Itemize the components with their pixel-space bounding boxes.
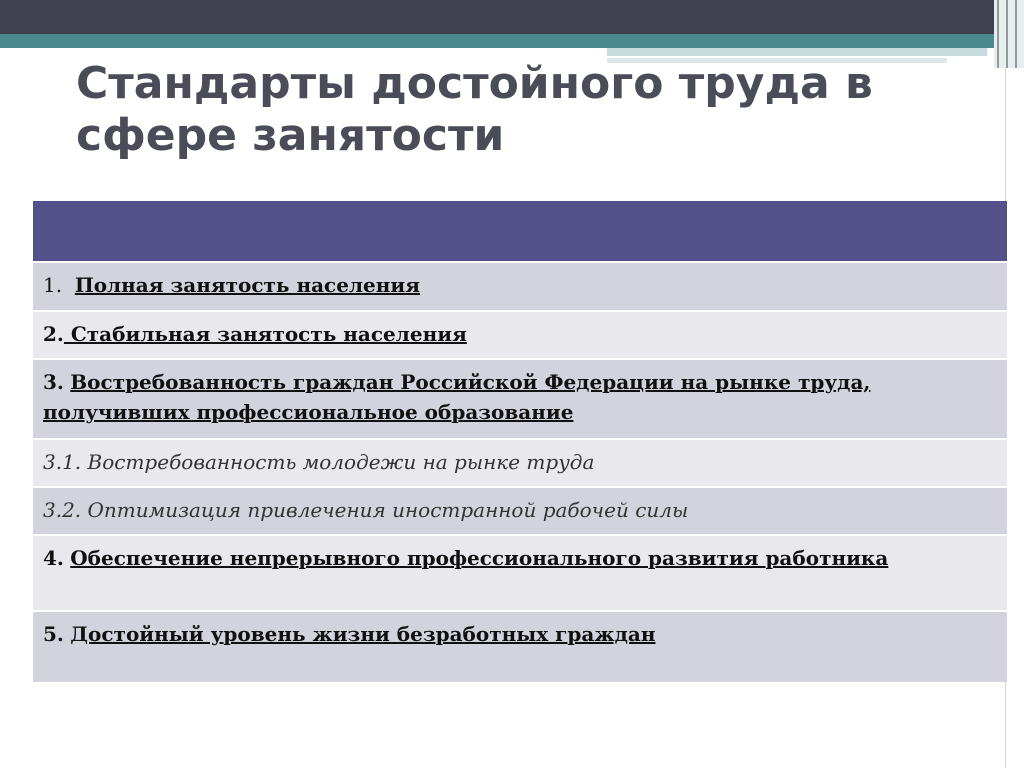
row-text: Оптимизация привлечения иностранной рабочей силы <box>87 498 689 522</box>
row-number: 1. <box>43 273 63 297</box>
standards-table <box>33 201 1007 682</box>
table-row <box>33 440 1007 488</box>
row-number: 2. <box>43 322 64 346</box>
row-text: Обеспечение непрерывного профессионального развития работника <box>70 546 889 570</box>
row-text: Достойный уровень жизни безработных граждан <box>70 622 656 646</box>
table-row <box>33 312 1007 360</box>
row-number: 3.2. <box>43 498 82 522</box>
row-text: Полная занятость населения <box>74 273 421 297</box>
row-number: 3.1. <box>43 450 82 474</box>
table-row <box>33 536 1007 612</box>
row-number: 4. <box>43 546 64 570</box>
top-teal-bar <box>0 34 1024 48</box>
row-text: Стабильная занятость населения <box>63 322 467 346</box>
decor-pale-bar <box>607 48 987 56</box>
table-row <box>33 263 1007 312</box>
table-header <box>33 201 1007 263</box>
top-dark-bar <box>0 0 1024 34</box>
row-number: 3. <box>43 370 64 394</box>
row-text: Востребованность молодежи на рынке труда <box>87 450 595 474</box>
slide-title: Стандарты достойного труда в сфере занятости <box>76 58 873 161</box>
table-row <box>33 488 1007 536</box>
table-row <box>33 612 1007 682</box>
table-row <box>33 360 1007 440</box>
row-text: Востребованность граждан Российской Федерации на рынке труда, получивших профессиональное образование <box>43 370 871 424</box>
decor-stripes <box>994 0 1024 68</box>
row-number: 5. <box>43 622 64 646</box>
